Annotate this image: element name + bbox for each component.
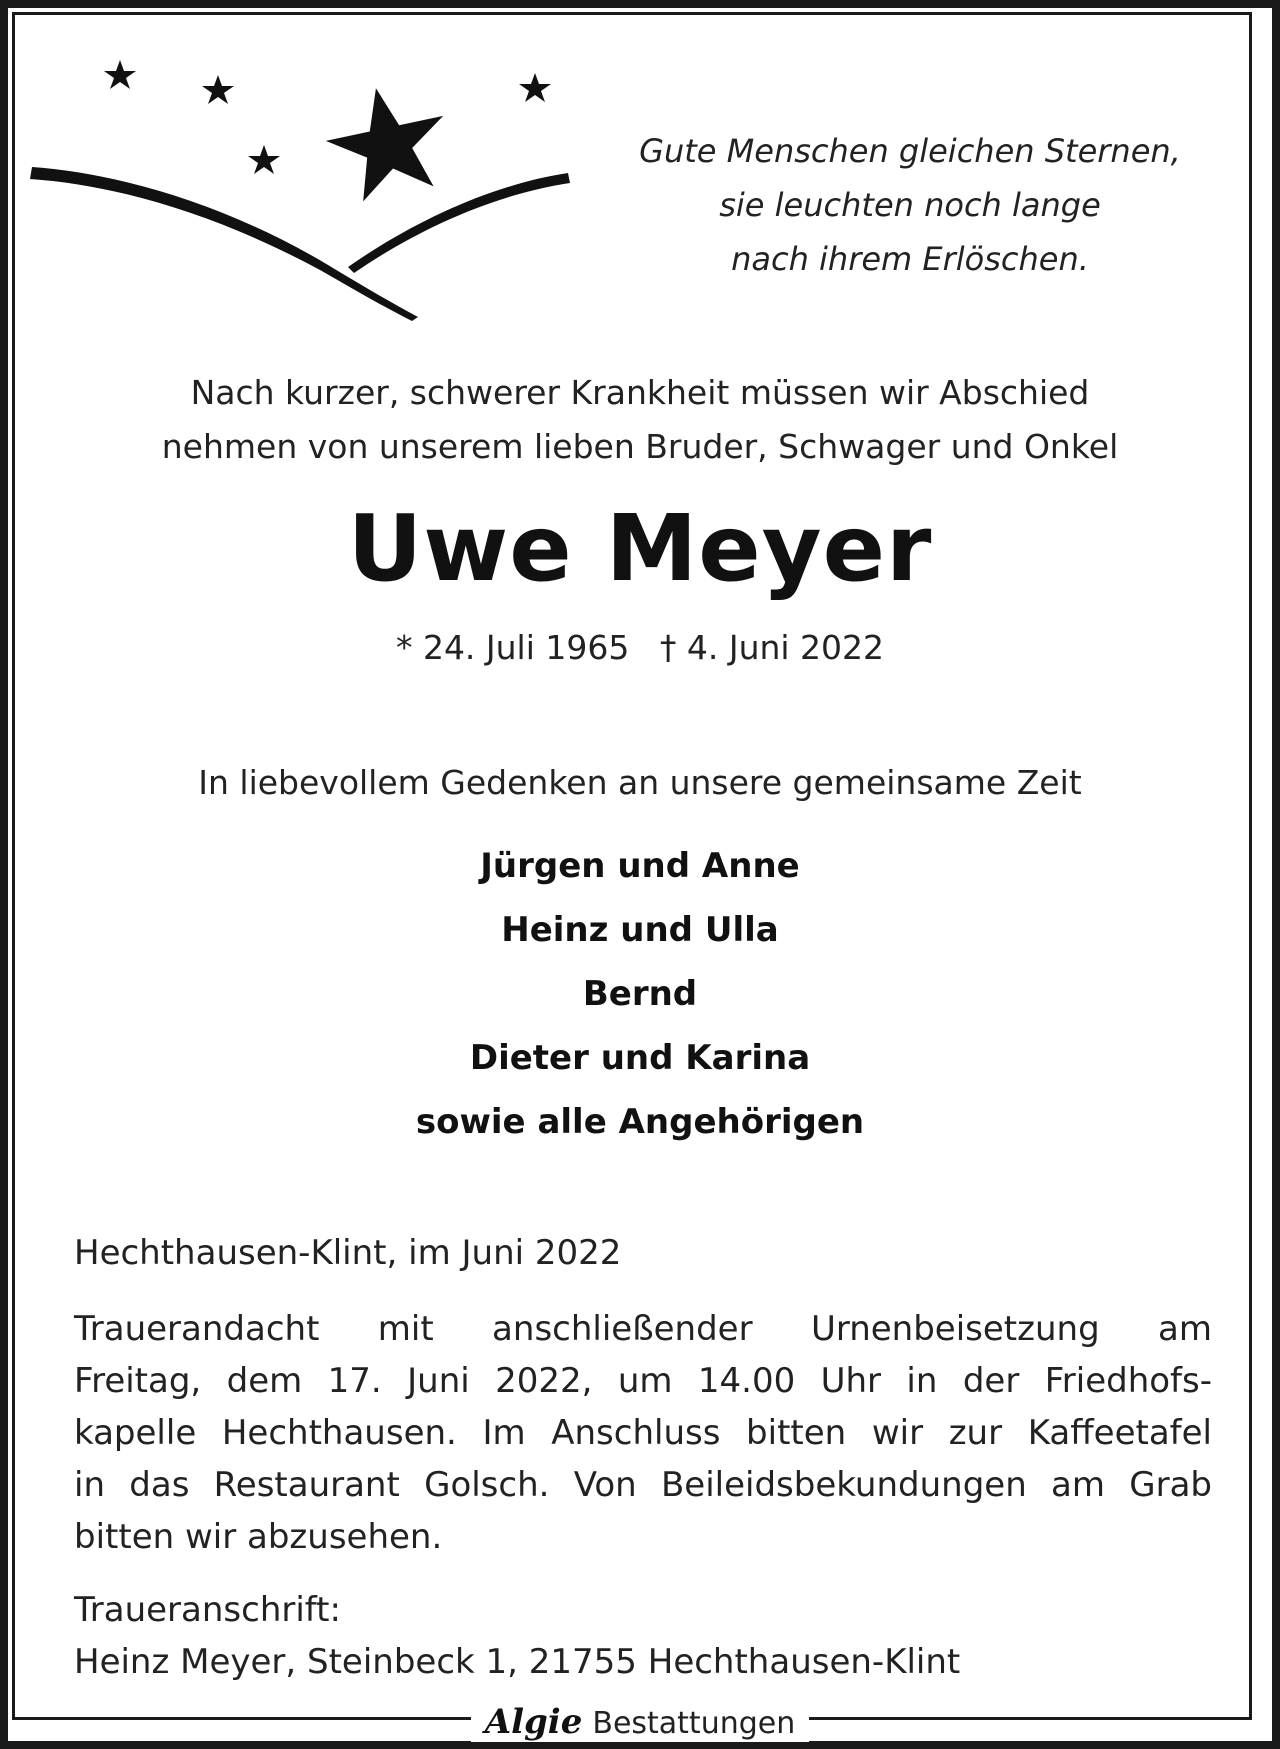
address-value: Heinz Meyer, Steinbeck 1, 21755 Hechthausen-Klint: [74, 1642, 961, 1682]
stars-and-hills-icon: [28, 55, 648, 365]
quote-line: nach ihrem Erlöschen.: [731, 240, 1089, 278]
memory-line: In liebevollem Gedenken an unsere gemeinsame Zeit: [198, 763, 1082, 802]
service-line: Trauerandacht mit anschließender Urnenbeisetzung am: [74, 1309, 1212, 1349]
quote-line: sie leuchten noch lange: [719, 186, 1101, 224]
family-member: Dieter und Karina: [469, 1038, 811, 1078]
small-star-1: [104, 60, 136, 89]
hill-left: [30, 167, 418, 321]
birth-date: * 24. Juli 1965: [395, 628, 630, 667]
family-member: Jürgen und Anne: [480, 846, 800, 886]
service-line: in das Restaurant Golsch. Von Beileidsbekundungen am Grab: [74, 1465, 1212, 1505]
footer-logo: [471, 1702, 810, 1742]
hill-right: [348, 173, 570, 273]
service-line: kapelle Hechthausen. Im Anschluss bitten wir zur Kaffeetafel: [74, 1413, 1212, 1453]
small-star-4: [519, 73, 551, 102]
large-star: [317, 76, 457, 207]
family-list: [0, 834, 1280, 1154]
place-date: Hechthausen-Klint, im Juni 2022: [74, 1233, 622, 1273]
intro-line: Nach kurzer, schwerer Krankheit müssen wir Abschied: [190, 373, 1090, 412]
footer-bar: [0, 1700, 1280, 1744]
service-line: bitten wir abzusehen.: [74, 1517, 443, 1557]
quote-line: Gute Menschen gleichen Sternen,: [639, 132, 1181, 170]
intro-text: [0, 366, 1280, 474]
small-star-3: [248, 145, 280, 174]
logo-rest: Bestattungen: [592, 1706, 796, 1741]
deceased-name: Uwe Meyer: [347, 495, 933, 602]
death-date: † 4. Juni 2022: [659, 628, 885, 667]
small-star-2: [202, 75, 234, 104]
life-dates: [0, 628, 1280, 667]
address-label: Traueranschrift:: [74, 1590, 341, 1630]
service-line: Freitag, dem 17. Juni 2022, um 14.00 Uhr in der Friedhofs-: [74, 1361, 1212, 1401]
intro-line: nehmen von unserem lieben Bruder, Schwager und Onkel: [161, 427, 1119, 466]
family-member: sowie alle Angehörigen: [415, 1102, 865, 1142]
service-details: [74, 1303, 1212, 1563]
family-member: Heinz und Ulla: [501, 910, 779, 950]
mourning-address: [74, 1584, 1212, 1688]
quote-block: [590, 124, 1230, 286]
family-member: Bernd: [582, 974, 698, 1014]
logo-word: Algie: [484, 1702, 583, 1742]
